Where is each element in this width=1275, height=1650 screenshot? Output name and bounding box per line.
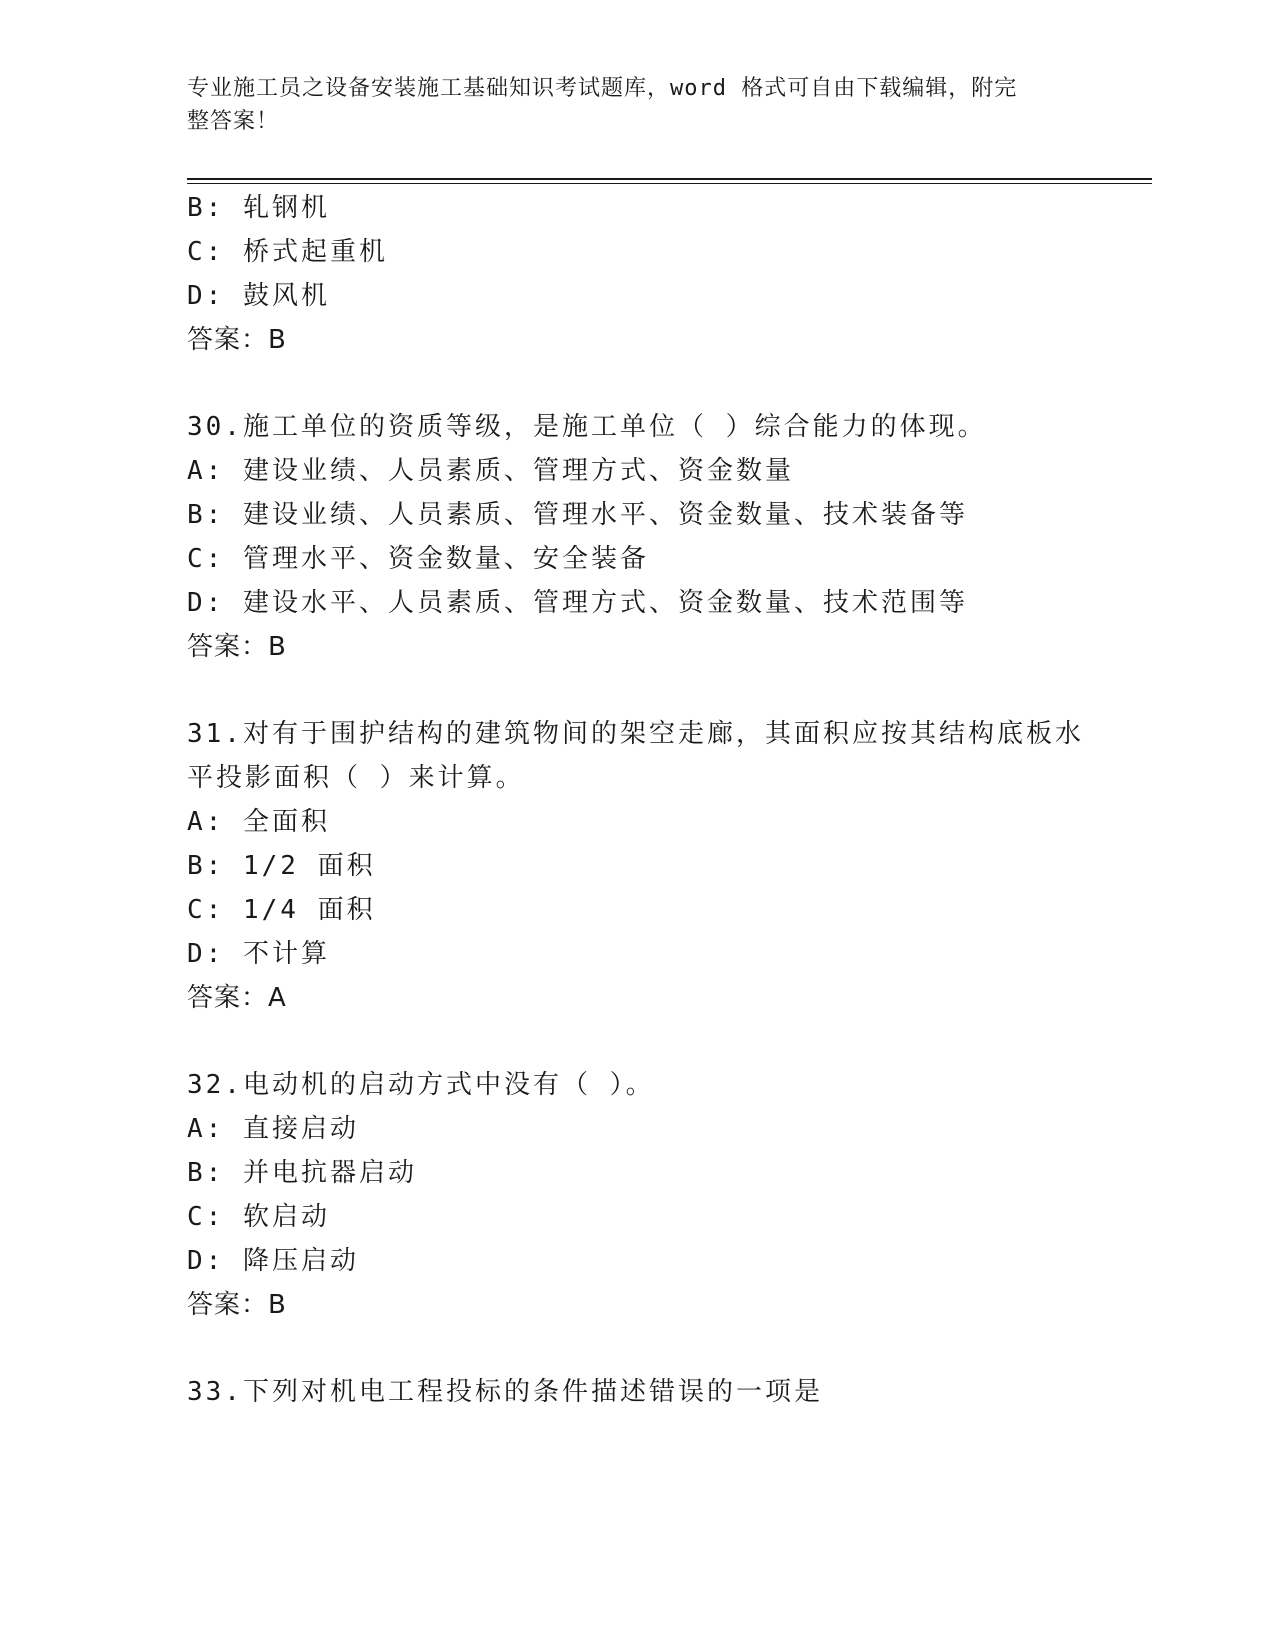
- header-rule-thin: [187, 183, 1152, 184]
- option-d: D: 鼓风机: [187, 281, 330, 311]
- question-30-stem: 30.施工单位的资质等级，是施工单位（ ）综合能力的体现。: [187, 412, 987, 442]
- header-rule-thick: [187, 178, 1152, 180]
- header-line-1: 专业施工员之设备安装施工基础知识考试题库，word 格式可自由下载编辑，附完: [187, 76, 1018, 101]
- question-30-option-d: D: 建设水平、人员素质、管理方式、资金数量、技术范围等: [187, 588, 968, 618]
- answer-line: 答案：B: [187, 325, 287, 355]
- question-31-option-b: B: 1/2 面积: [187, 851, 376, 881]
- question-32-option-b: B: 并电抗器启动: [187, 1158, 417, 1188]
- question-30-option-a: A: 建设业绩、人员素质、管理方式、资金数量: [187, 456, 794, 486]
- option-c: C: 桥式起重机: [187, 237, 388, 267]
- question-30-answer: 答案：B: [187, 632, 287, 662]
- question-32-option-a: A: 直接启动: [187, 1114, 359, 1144]
- document-header: [187, 72, 1067, 138]
- question-31-stem-line-1: 31.对有于围护结构的建筑物间的架空走廊，其面积应按其结构底板水: [187, 719, 1084, 749]
- question-31-option-d: D: 不计算: [187, 939, 330, 969]
- question-32-answer: 答案：B: [187, 1290, 287, 1320]
- question-30-option-c: C: 管理水平、资金数量、安全装备: [187, 544, 649, 574]
- question-31-stem-line-2: 平投影面积（ ）来计算。: [187, 763, 525, 793]
- question-32-stem: 32.电动机的启动方式中没有（ ）。: [187, 1070, 655, 1100]
- question-31-answer: 答案：A: [187, 983, 287, 1013]
- question-32-option-c: C: 软启动: [187, 1202, 330, 1232]
- question-32-option-d: D: 降压启动: [187, 1246, 359, 1276]
- option-b: B: 轧钢机: [187, 193, 330, 223]
- question-33-stem: 33.下列对机电工程投标的条件描述错误的一项是: [187, 1377, 823, 1407]
- header-line-2: 整答案！: [187, 109, 280, 134]
- question-31-option-c: C: 1/4 面积: [187, 895, 376, 925]
- question-31-option-a: A: 全面积: [187, 807, 330, 837]
- question-30-option-b: B: 建设业绩、人员素质、管理水平、资金数量、技术装备等: [187, 500, 968, 530]
